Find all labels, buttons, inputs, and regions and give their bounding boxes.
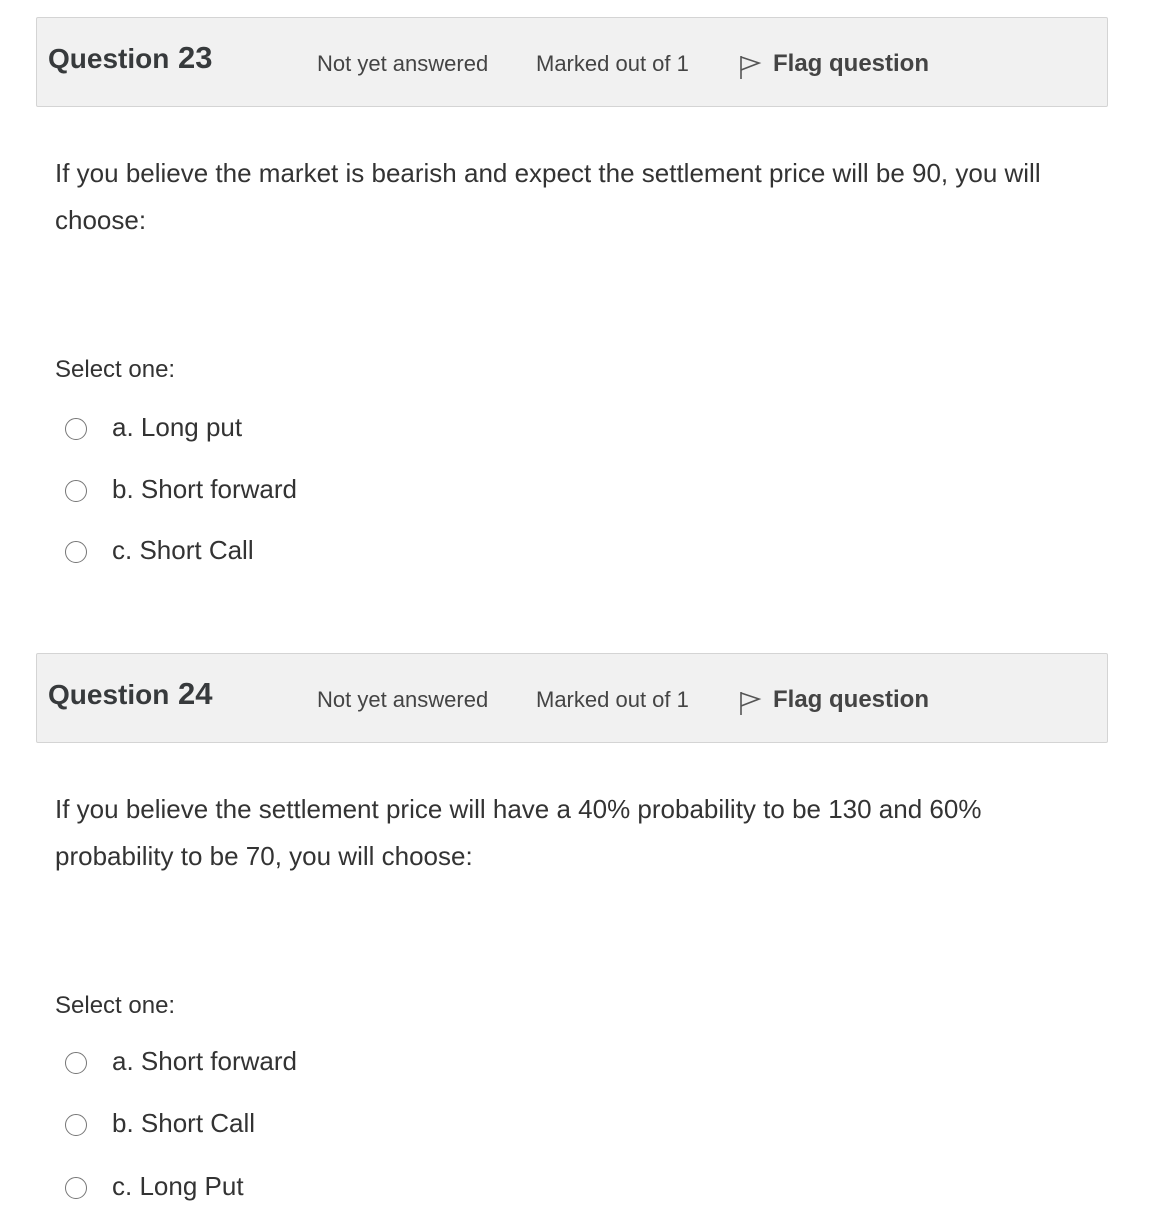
answer-option-label: c. Long Put: [112, 1170, 244, 1201]
flag-question-button[interactable]: [737, 48, 929, 80]
flag-question-label: Flag question: [773, 686, 929, 713]
question-title: [48, 40, 212, 76]
question-state: Not yet answered: [317, 687, 489, 712]
question-info-box: [36, 17, 1108, 107]
radio-button[interactable]: [65, 418, 87, 440]
question-state: Not yet answered: [317, 51, 489, 76]
select-one-prompt: Select one:: [55, 356, 176, 383]
question-info-box: [36, 653, 1108, 743]
question-number: 24: [177, 676, 213, 711]
answer-option-label: b. Short forward: [112, 473, 297, 504]
flag-question-label: Flag question: [773, 50, 929, 77]
radio-button[interactable]: [65, 1052, 87, 1074]
answer-option-b[interactable]: [65, 1103, 255, 1143]
flag-question-button[interactable]: [737, 684, 929, 716]
answer-option-c[interactable]: [65, 530, 254, 570]
question-grade: Marked out of 1: [536, 51, 689, 76]
answer-option-label: b. Short Call: [112, 1107, 256, 1138]
answer-option-a[interactable]: [65, 1041, 297, 1081]
answer-option-label: c. Short Call: [112, 534, 254, 565]
question-number: 23: [177, 40, 213, 75]
flag-icon: [737, 690, 763, 716]
radio-button[interactable]: [65, 1114, 87, 1136]
question-label: Question: [48, 43, 170, 74]
answer-option-label: a. Short forward: [112, 1045, 297, 1076]
question-grade: Marked out of 1: [536, 687, 689, 712]
answer-option-label: a. Long put: [112, 411, 243, 442]
question-label: Question: [48, 679, 170, 710]
answer-option-c[interactable]: [65, 1166, 244, 1206]
radio-button[interactable]: [65, 1177, 87, 1199]
question-text: If you believe the market is bearish and expect the settlement price will be 90, you will choose:: [55, 158, 1041, 235]
radio-button[interactable]: [65, 541, 87, 563]
answer-option-b[interactable]: [65, 469, 297, 509]
answer-option-a[interactable]: [65, 407, 242, 447]
flag-icon: [737, 54, 763, 80]
select-one-prompt: Select one:: [55, 992, 176, 1019]
radio-button[interactable]: [65, 480, 87, 502]
question-text: If you believe the settlement price will have a 40% probability to be 130 and 60% probability to be 70, you will choose:: [55, 794, 982, 871]
question-title: [48, 676, 212, 712]
